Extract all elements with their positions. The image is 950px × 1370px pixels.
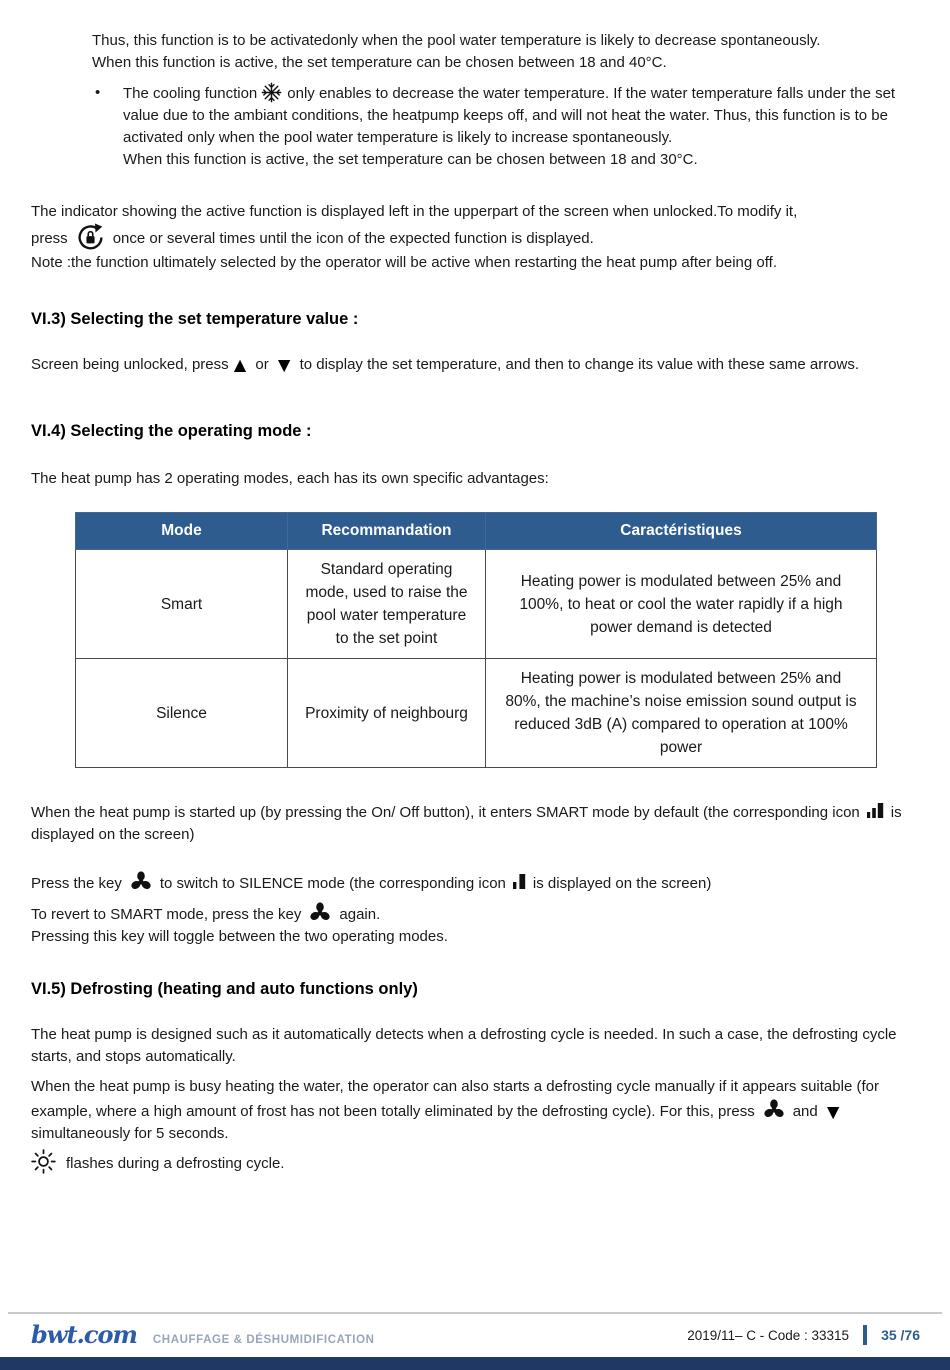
- vi3-seg-1: Screen being unlocked, press: [31, 356, 229, 373]
- bwt-logo: bwt.com: [31, 1320, 137, 1349]
- mode-lock-icon: [76, 223, 105, 252]
- smart-seg-1: When the heat pump is started up (by pressing the On/ Off button), it enters SMART mode by default (the corresponding icon: [31, 804, 860, 821]
- column-header-recommandation: Recommandation: [288, 513, 486, 550]
- footer-row: [0, 1314, 950, 1357]
- vi3-seg-3: to display the set temperature, and then to change its value with these same arrows.: [299, 356, 860, 373]
- defrost-flash-text: flashes during a defrosting cycle.: [66, 1155, 285, 1172]
- smart-mode-paragraph: [31, 802, 920, 846]
- intro-paragraph: [92, 30, 920, 74]
- section-vi5-heading: VI.5) Defrosting (heating and auto functions only): [31, 980, 418, 998]
- page-footer: [0, 1312, 950, 1370]
- vi4-intro-paragraph: The heat pump has 2 operating modes, each has its own specific advantages:: [31, 470, 549, 487]
- fan-key-icon: [129, 870, 153, 894]
- silence-mode-bars-icon: [513, 874, 526, 889]
- vi3-seg-2: or: [255, 356, 269, 373]
- table-row-silence: [76, 659, 877, 768]
- silence-seg-2: to switch to SILENCE mode (the corresponding icon: [159, 875, 506, 892]
- snowflake-icon: [261, 82, 282, 103]
- revert-paragraph: [31, 901, 920, 948]
- vi3-paragraph: Screen being unlocked, press▲ or ▼ to display the set temperature, and then to change its value with these same arrows.: [31, 354, 860, 377]
- revert-seg-1: To revert to SMART mode, press the key: [31, 906, 302, 923]
- defrost-seg-3: simultaneously for 5 seconds.: [31, 1125, 229, 1142]
- defrost-seg-2: and: [792, 1103, 818, 1120]
- cell-smart-caracteristiques: Heating power is modulated between 25% and 100%, to heat or cool the water rapidly if a high power demand is detected: [486, 550, 877, 659]
- indicator-press-text: press: [31, 230, 68, 247]
- silence-seg-3: is displayed on the screen): [532, 875, 712, 892]
- revert-seg-2: again.: [339, 906, 381, 923]
- column-header-caracteristiques: Caractéristiques: [486, 513, 877, 550]
- page-number-separator: [863, 1325, 867, 1345]
- cell-silence-mode: Silence: [76, 659, 288, 768]
- cell-silence-recommandation: Proximity of neighbourg: [288, 659, 486, 768]
- indicator-line-2: [31, 223, 920, 252]
- document-code: 2019/11– C - Code : 33315: [687, 1327, 850, 1343]
- silence-seg-1: Press the key: [31, 875, 122, 892]
- indicator-paragraph: [31, 201, 920, 274]
- cell-smart-recommandation: Standard operating mode, used to raise the pool water temperature to the set point: [288, 550, 486, 659]
- indicator-note: Note :the function ultimately selected by the operator will be active when restarting the heat pump after being off.: [31, 254, 777, 271]
- defrost-paragraph-2: When the heat pump is busy heating the water, the operator can also starts a defrosting cycle manually if it appears suitable (for example, where a high amount of frost has not been totally eliminated by the defrosting cycle). For this, press and ▼simultaneously for 5 seconds.: [31, 1078, 879, 1142]
- operating-modes-table: [75, 512, 877, 768]
- intro-line-1: Thus, this function is to be activatedonly when the pool water temperature is likely to decrease spontaneously.: [92, 32, 821, 49]
- defrost-sun-icon: [31, 1149, 56, 1174]
- indicator-press-rest: once or several times until the icon of the expected function is displayed.: [112, 230, 594, 247]
- footer-bottom-bar: [0, 1357, 950, 1370]
- section-vi4-heading: VI.4) Selecting the operating mode :: [31, 422, 312, 440]
- table-row-smart: [76, 550, 877, 659]
- defrost-seg-1: When the heat pump is busy heating the water, the operator can also starts a defrosting cycle manually if it appears suitable (for example, where a high amount of frost has not been totally eliminated by the defrosting cycle). For this, press: [31, 1078, 879, 1120]
- smart-mode-bars-icon: [867, 803, 884, 818]
- bullet-marker: •: [95, 84, 101, 101]
- bullet-seg-1: The cooling function: [123, 85, 258, 102]
- revert-line-1: [31, 901, 920, 926]
- bullet-seg-2: only enables to decrease the water temperature. If the water temperature falls under the set value due to the ambiant conditions, the heatpump keeps off, and will not heat the water. Thus, this function is to be activated only when the pool water temperature is likely to increase spontaneously.: [123, 85, 896, 146]
- fan-key-icon: [762, 1098, 786, 1122]
- cell-smart-mode: Smart: [76, 550, 288, 659]
- fan-key-icon: [308, 901, 332, 925]
- intro-block: [92, 30, 920, 171]
- cooling-function-bullet: [92, 82, 920, 171]
- intro-line-2: When this function is active, the set temperature can be chosen between 18 and 40°C.: [92, 54, 667, 71]
- footer-tagline: CHAUFFAGE & DÉSHUMIDIFICATION: [152, 1334, 375, 1346]
- defrost-paragraph-1: The heat pump is designed such as it automatically detects when a defrosting cycle is needed. In such a case, the defrosting cycle starts, and stops automatically.: [31, 1026, 897, 1065]
- smart-seg-2: is displayed on the screen): [31, 804, 902, 843]
- revert-line-2: Pressing this key will toggle between the two operating modes.: [31, 928, 448, 945]
- cooling-function-text: [123, 82, 920, 171]
- footer-brand: [31, 1320, 375, 1349]
- bullet-line-2: When this function is active, the set temperature can be chosen between 18 and 30°C.: [123, 151, 698, 168]
- section-vi3-heading: VI.3) Selecting the set temperature value :: [31, 310, 359, 328]
- cell-silence-caracteristiques: Heating power is modulated between 25% and 80%, the machine’s noise emission sound output is reduced 3dB (A) compared to operation at 100% power: [486, 659, 877, 768]
- column-header-mode: Mode: [76, 513, 288, 550]
- footer-meta: [687, 1325, 920, 1345]
- defrost-paragraph-3: [31, 1149, 920, 1175]
- indicator-line-1: The indicator showing the active function is displayed left in the upperpart of the screen when unlocked.To modify it,: [31, 203, 798, 220]
- silence-mode-paragraph: [31, 870, 920, 895]
- table-header-row: [76, 513, 877, 550]
- page-number: 35 /76: [881, 1327, 920, 1343]
